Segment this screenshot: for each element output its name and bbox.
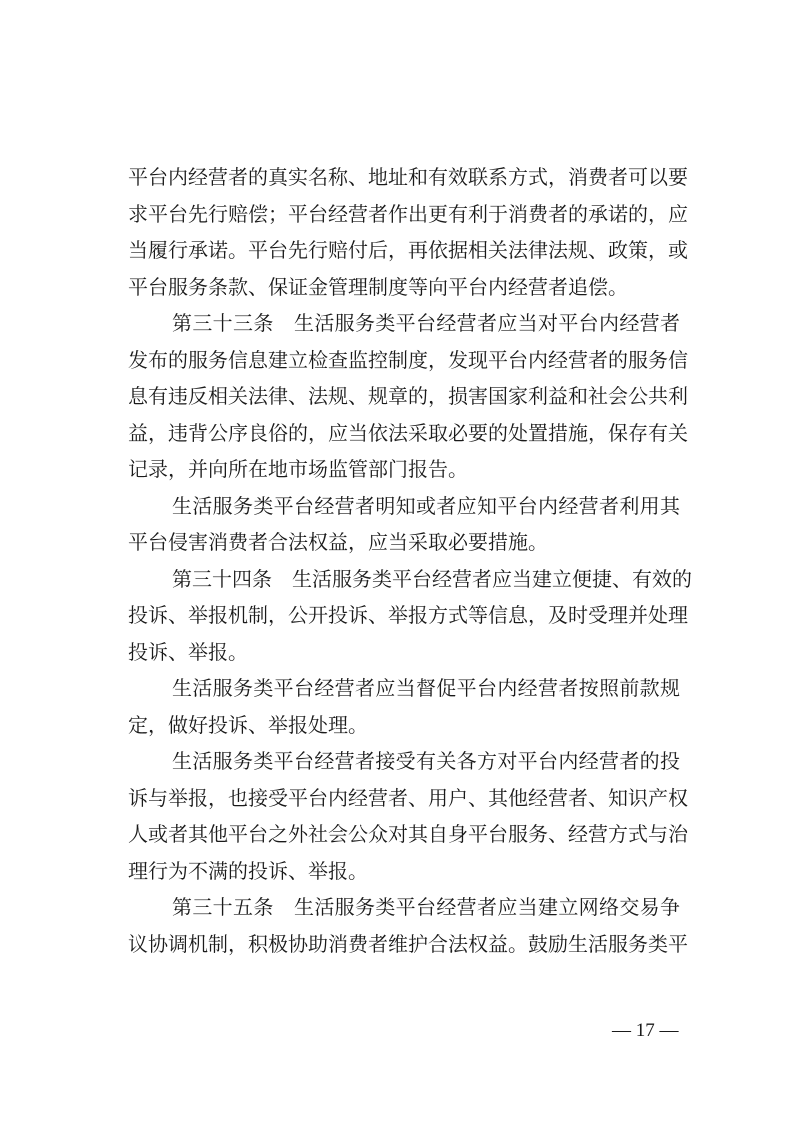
body-text	[128, 159, 692, 962]
text-line: 当履行承诺。平台先行赔付后，再依据相关法律法规、政策，或	[128, 238, 688, 262]
text-line: 平台内经营者的真实名称、地址和有效联系方式，消费者可以要	[128, 165, 688, 189]
text-line: 生活服务类平台经营者应当督促平台内经营者按照前款规	[172, 676, 680, 700]
article-33-heading-line: 第三十三条 生活服务类平台经营者应当对平台内经营者	[172, 311, 680, 335]
text-line: 投诉、举报机制，公开投诉、举报方式等信息，及时受理并处理	[128, 603, 688, 627]
text-line: 发布的服务信息建立检查监控制度，发现平台内经营者的服务信	[128, 347, 688, 372]
text-line: 理行为不满的投诉、举报。	[128, 858, 368, 883]
text-line: 议协调机制，积极协助消费者维护合法权益。鼓励生活服务类平	[128, 931, 688, 956]
article-34-heading-line: 第三十四条 生活服务类平台经营者应当建立便捷、有效的	[172, 566, 692, 591]
text-line: 生活服务类平台经营者明知或者应知平台内经营者利用其	[172, 493, 680, 518]
text-line: 记录，并向所在地市场监管部门报告。	[128, 457, 468, 481]
text-line: 定，做好投诉、举报处理。	[128, 712, 368, 737]
text-line: 平台服务条款、保证金管理制度等向平台内经营者追偿。	[128, 274, 628, 299]
page-number: — 17 —	[612, 1020, 679, 1041]
text-line: 求平台先行赔偿；平台经营者作出更有利于消费者的承诺的，应	[128, 201, 688, 226]
article-35-heading-line: 第三十五条 生活服务类平台经营者应当建立网络交易争	[172, 895, 680, 919]
text-line: 人或者其他平台之外社会公众对其自身平台服务、经营方式与治	[128, 822, 688, 846]
text-line: 平台侵害消费者合法权益，应当采取必要措施。	[128, 530, 548, 554]
text-line: 诉与举报，也接受平台内经营者、用户、其他经营者、知识产权	[128, 785, 688, 810]
text-line: 益，违背公序良俗的，应当依法采取必要的处置措施，保存有关	[128, 420, 688, 445]
text-line: 息有违反相关法律、法规、规章的，损害国家利益和社会公共利	[128, 384, 688, 408]
text-line: 生活服务类平台经营者接受有关各方对平台内经营者的投	[172, 749, 680, 773]
text-line: 投诉、举报。	[128, 639, 248, 664]
